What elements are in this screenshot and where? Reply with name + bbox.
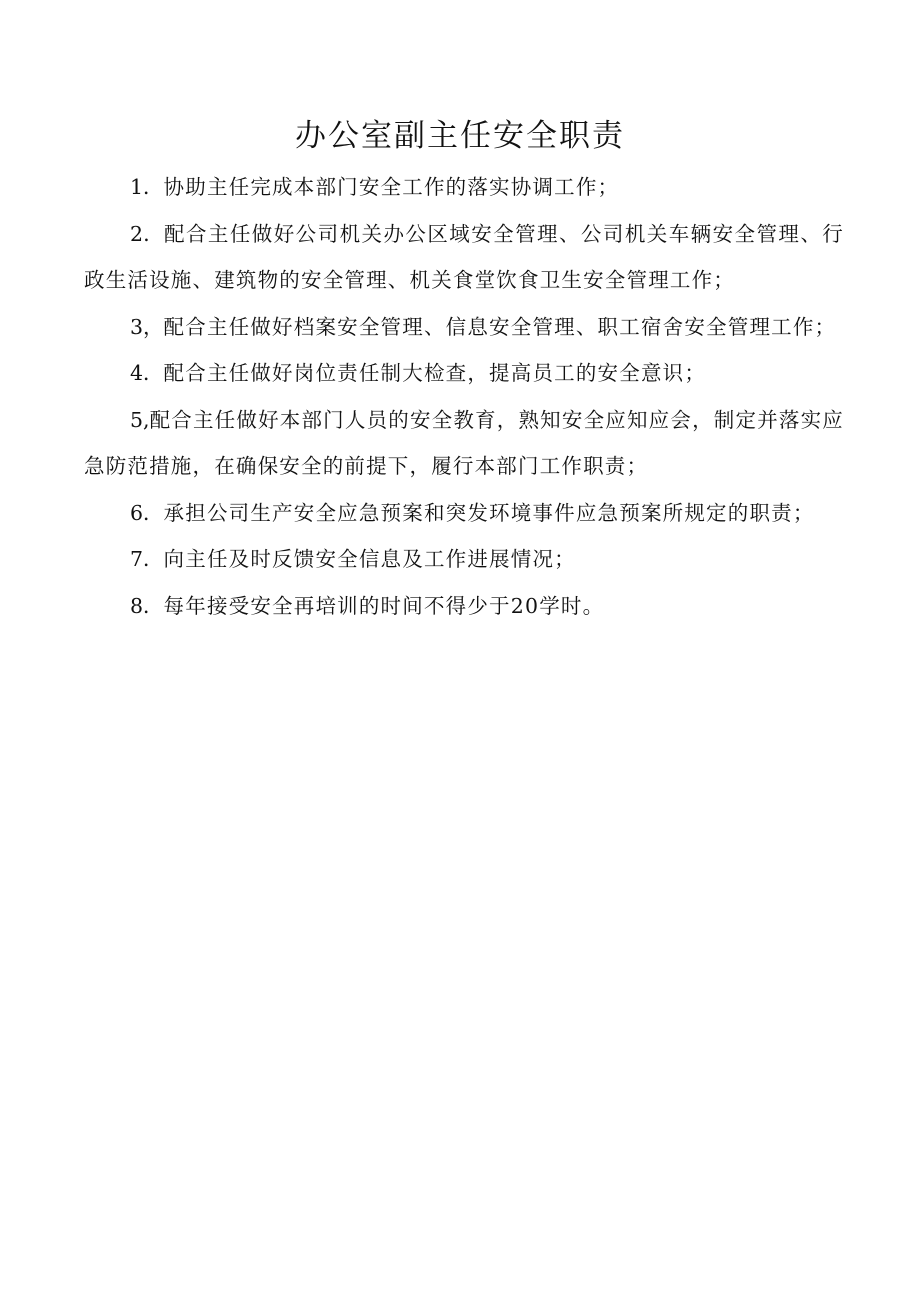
item-number: 8． xyxy=(130,593,164,618)
item-number: 4． xyxy=(130,361,164,385)
document-title: 办公室副主任安全职责 xyxy=(295,118,625,154)
item-number: 5, xyxy=(130,407,150,432)
list-item xyxy=(84,211,844,304)
item-number: 3， xyxy=(130,314,164,339)
list-item xyxy=(84,397,844,490)
item-number: 7． xyxy=(130,547,164,571)
list-item xyxy=(84,304,844,351)
item-text: 协助主任完成本部门安全工作的落实协调工作； xyxy=(163,175,620,199)
document-body xyxy=(84,164,844,629)
item-number: 6． xyxy=(130,500,164,525)
list-item xyxy=(84,490,844,537)
item-text: 每年接受安全再培训的时间不得少于20学时。 xyxy=(163,593,605,618)
item-text: 配合主任做好档案安全管理、信息安全管理、职工宿舍安全管理工作； xyxy=(163,314,837,339)
item-number: 2． xyxy=(130,221,165,246)
item-number: 1． xyxy=(130,175,164,199)
item-text: 配合主任做好本部门人员的安全教育，熟知安全应知应会，制定并落实应急防范措施，在确保安全的前提下，履行本部门工作职责； xyxy=(84,407,844,478)
list-item xyxy=(84,350,844,397)
list-item xyxy=(84,164,844,211)
item-text: 承担公司生产安全应急预案和突发环境事件应急预案所规定的职责； xyxy=(163,500,815,525)
item-text: 配合主任做好公司机关办公区域安全管理、公司机关车辆安全管理、行政生活设施、建筑物的安全管理、机关食堂饮食卫生安全管理工作； xyxy=(84,221,844,292)
list-item xyxy=(84,536,844,583)
item-text: 配合主任做好岗位责任制大检查，提高员工的安全意识； xyxy=(163,361,707,385)
item-text: 向主任及时反馈安全信息及工作进展情况； xyxy=(163,547,576,571)
list-item xyxy=(84,583,844,630)
